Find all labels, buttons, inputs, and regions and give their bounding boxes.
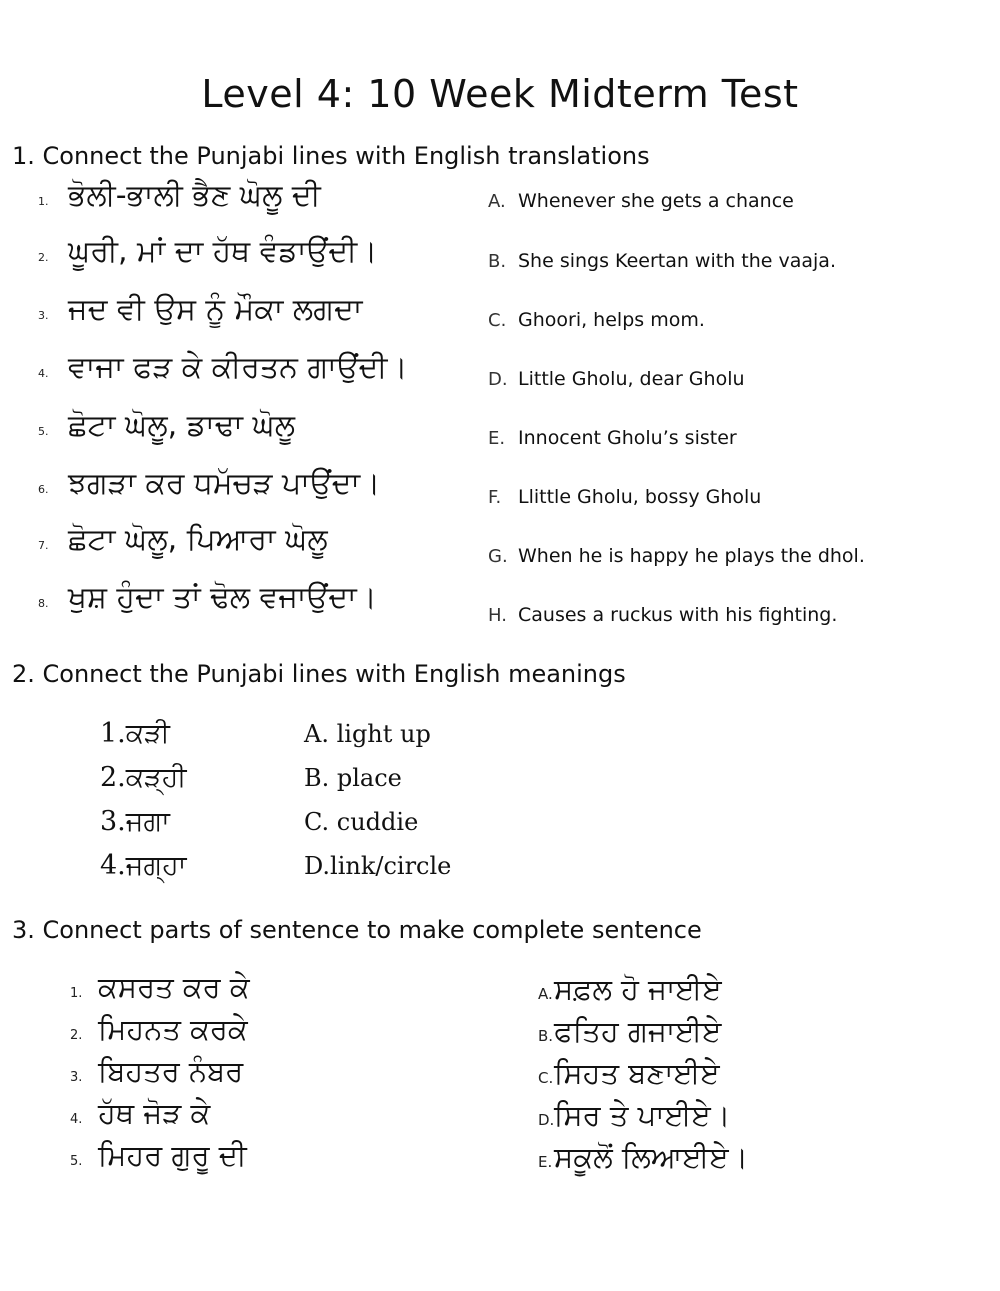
s1-english-line-e	[488, 427, 737, 449]
s1-english-text: She sings Keertan with the vaaja.	[518, 250, 836, 272]
s1-punjabi-num: 4.	[38, 367, 49, 380]
s3-right-letter: A.	[538, 985, 553, 1003]
s1-punjabi-num: 3.	[38, 309, 49, 322]
s3-right-text: ਸਕੂਲੋਂ ਲਿਆਈਏ।	[554, 1140, 749, 1174]
s1-english-text: Little Gholu, dear Gholu	[518, 368, 745, 390]
s3-left-part-5	[70, 1138, 247, 1173]
s1-english-line-a	[488, 190, 794, 212]
s1-english-line-b	[488, 250, 836, 272]
s1-punjabi-num: 5.	[38, 425, 49, 438]
s1-punjabi-line-2	[38, 234, 377, 269]
s3-right-letter: D.	[538, 1111, 555, 1129]
s1-english-text: When he is happy he plays the dhol.	[518, 545, 865, 567]
s1-english-letter: B.	[488, 251, 507, 272]
s3-right-letter: B.	[538, 1027, 554, 1045]
s1-english-text: Whenever she gets a chance	[518, 190, 794, 212]
section3-heading: 3. Connect parts of sentence to make complete sentence	[12, 916, 702, 944]
s1-english-letter: D.	[488, 369, 508, 390]
s3-right-part-e	[538, 1140, 748, 1175]
s1-punjabi-text: ਘੂਰੀ, ਮਾਂ ਦਾ ਹੱਥ ਵੰਡਾਉਂਦੀ।	[68, 234, 378, 269]
s1-punjabi-text: ਖੁਸ਼ ਹੁੰਦਾ ਤਾਂ ਢੋਲ ਵਜਾਉਂਦਾ।	[68, 580, 377, 615]
section2-heading: 2. Connect the Punjabi lines with English meanings	[12, 660, 626, 688]
s1-punjabi-text: ਛੋਟਾ ਘੋਲੂ, ਪਿਆਰਾ ਘੋਲੂ	[68, 522, 328, 557]
s1-punjabi-text: ਜਦ ਵੀ ਉਸ ਨੂੰ ਮੌਕਾ ਲਗਦਾ	[68, 292, 363, 327]
s1-english-line-h	[488, 604, 837, 626]
s3-left-text: ਕਸਰਤ ਕਰ ਕੇ	[98, 970, 250, 1004]
s1-punjabi-line-6	[38, 466, 380, 501]
s2-english-meaning-a: A. light up	[304, 720, 431, 748]
s1-english-letter: C.	[488, 310, 507, 331]
s1-english-text: Ghoori, helps mom.	[518, 309, 705, 331]
s3-left-text: ਮਿਹਨਤ ਕਰਕੇ	[98, 1012, 248, 1046]
s1-english-letter: F.	[488, 487, 502, 508]
s3-right-part-d	[538, 1098, 730, 1133]
s1-punjabi-num: 6.	[38, 483, 49, 496]
s1-punjabi-line-5	[38, 408, 295, 443]
s2-punjabi-word-3: 3.ਜਗਾ	[100, 806, 170, 837]
s1-punjabi-text: ਵਾਜਾ ਫੜ ਕੇ ਕੀਰਤਨ ਗਾਉਂਦੀ।	[68, 350, 408, 385]
s3-right-part-a	[538, 972, 722, 1007]
s3-right-text: ਫਤਿਹ ਗਜਾਈਏ	[554, 1014, 722, 1048]
s3-right-text: ਸਫ਼ਲ ਹੋ ਜਾਈਏ	[554, 972, 722, 1006]
s2-punjabi-word-1: 1.ਕੜੀ	[100, 718, 170, 749]
s2-english-meaning-c: C. cuddie	[304, 808, 419, 836]
s1-english-text: Llittle Gholu, bossy Gholu	[518, 486, 762, 508]
s3-left-part-2	[70, 1012, 248, 1047]
s3-left-text: ਮਿਹਰ ਗੁਰੂ ਦੀ	[98, 1138, 247, 1172]
s1-punjabi-num: 1.	[38, 195, 49, 208]
s3-left-part-1	[70, 970, 250, 1005]
s3-left-num: 3.	[70, 1070, 83, 1085]
s3-left-text: ਬਿਹਤਰ ਨੰਬਰ	[98, 1054, 244, 1088]
s1-punjabi-num: 8.	[38, 597, 49, 610]
s1-english-letter: A.	[488, 191, 506, 212]
section1-heading: 1. Connect the Punjabi lines with English translations	[12, 142, 650, 170]
s1-english-line-d	[488, 368, 745, 390]
page-title: Level 4: 10 Week Midterm Test	[201, 72, 799, 116]
s3-left-num: 2.	[70, 1028, 83, 1043]
s3-left-num: 5.	[70, 1154, 83, 1169]
s3-left-num: 4.	[70, 1112, 83, 1127]
s1-english-text: Causes a ruckus with his fighting.	[518, 604, 838, 626]
s1-punjabi-line-4	[38, 350, 408, 385]
s2-punjabi-word-4: 4.ਜਗ੍ਹਾ	[100, 850, 187, 881]
s3-right-letter: C.	[538, 1069, 554, 1087]
s1-english-line-c	[488, 309, 705, 331]
s3-right-text: ਸਿਰ ਤੇ ਪਾਈਏ।	[554, 1098, 731, 1132]
s1-english-line-f	[488, 486, 761, 508]
s3-left-part-3	[70, 1054, 243, 1089]
s1-punjabi-line-1	[38, 178, 321, 213]
s3-left-num: 1.	[70, 986, 83, 1001]
s1-punjabi-text: ਭੋਲੀ-ਭਾਲੀ ਭੈਣ ਘੋਲੂ ਦੀ	[68, 178, 321, 213]
s1-english-letter: H.	[488, 605, 507, 626]
s1-punjabi-text: ਝਗੜਾ ਕਰ ਧਮੱਚੜ ਪਾਉਂਦਾ।	[68, 466, 381, 501]
s3-right-text: ਸਿਹਤ ਬਣਾਈਏ	[554, 1056, 720, 1090]
s1-punjabi-line-7	[38, 522, 328, 557]
s2-english-meaning-d: D.link/circle	[304, 852, 452, 880]
s1-punjabi-num: 7.	[38, 539, 49, 552]
s1-english-line-g	[488, 545, 865, 567]
s3-right-letter: E.	[538, 1153, 553, 1171]
s3-left-text: ਹੱਥ ਜੋੜ ਕੇ	[98, 1096, 211, 1130]
s1-punjabi-num: 2.	[38, 251, 49, 264]
s1-punjabi-line-8	[38, 580, 377, 615]
s1-punjabi-line-3	[38, 292, 363, 327]
s1-english-text: Innocent Gholu’s sister	[518, 427, 737, 449]
s1-english-letter: G.	[488, 546, 508, 567]
s3-left-part-4	[70, 1096, 210, 1131]
s2-punjabi-word-2: 2.ਕੜ੍ਹੀ	[100, 762, 187, 793]
s3-right-part-b	[538, 1014, 721, 1049]
s1-english-letter: E.	[488, 428, 506, 449]
s3-right-part-c	[538, 1056, 720, 1091]
s2-english-meaning-b: B. place	[304, 764, 402, 792]
s1-punjabi-text: ਛੋਟਾ ਘੋਲੂ, ਡਾਢਾ ਘੋਲੂ	[68, 408, 296, 443]
